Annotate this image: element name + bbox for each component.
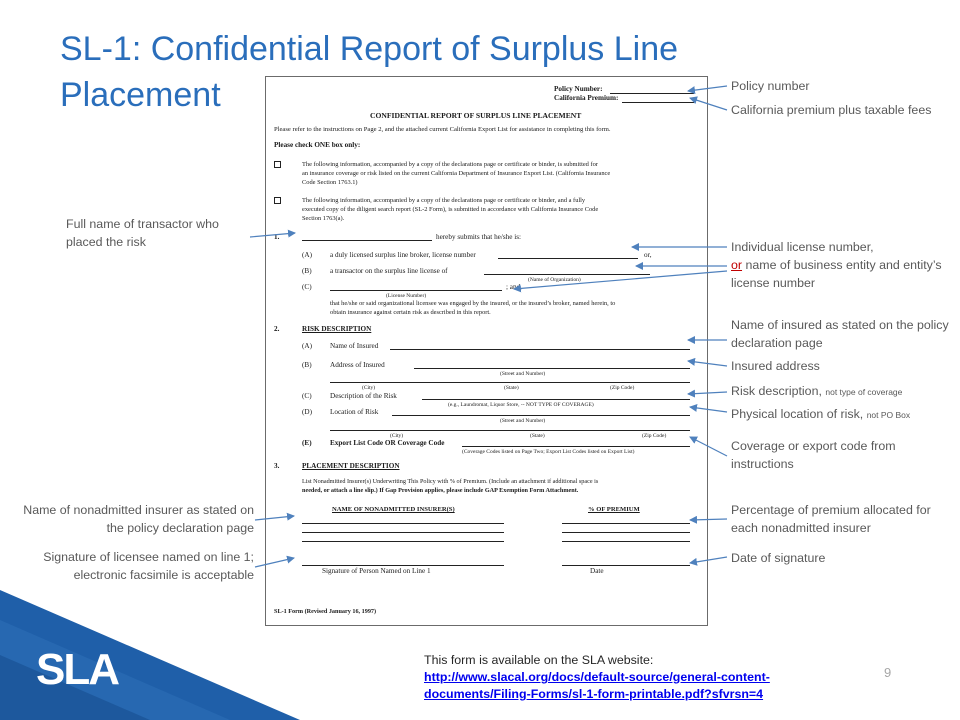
- callout-license: [731, 238, 953, 292]
- form-b-blank: [484, 274, 650, 275]
- callout-date: Date of signature: [731, 551, 826, 565]
- form-a-label: (A): [302, 251, 312, 259]
- form-premium-line-2: [562, 532, 690, 533]
- form-checkbox-2: [274, 197, 281, 204]
- form-r-c-sub: (e.g., Laundromat, Liquor Store, -- NOT TYPE OF COVERAGE): [448, 402, 594, 408]
- footer-note: [424, 652, 854, 703]
- footer-link-line2[interactable]: documents/Filing-Forms/sl-1-form-printable.pdf?sfvrsn=4: [424, 687, 764, 701]
- callout-transactor: Full name of transactor who placed the risk: [66, 217, 219, 249]
- callout-insurer-name: Name of nonadmitted insurer as stated on the policy declaration page: [23, 503, 254, 535]
- form-r-b-zip: (Zip Code): [610, 385, 635, 391]
- form-signature-line: [302, 565, 504, 566]
- callout-insured-name: Name of insured as stated on the policy declaration page: [731, 318, 949, 350]
- callout-risk-location: [731, 405, 957, 424]
- form-heading: CONFIDENTIAL REPORT OF SURPLUS LINE PLACEMENT: [370, 111, 582, 120]
- form-r-d-blank2: [330, 430, 690, 431]
- form-r-d-sub: (Street and Number): [500, 418, 546, 424]
- form-opt2-line2: executed copy of the diligent search report (SL-2 Form), is submitted in accordance with California Insurance Code: [302, 206, 599, 213]
- form-sec2-title: RISK DESCRIPTION: [302, 325, 372, 333]
- form-ca-premium-label: California Premium:: [554, 94, 619, 102]
- form-policy-number-line: [610, 93, 694, 94]
- form-intro: Please refer to the instructions on Page 2, and the attached current California Export List for assistance in completing this form.: [274, 126, 611, 133]
- form-date-line: [562, 565, 690, 566]
- form-date-label: Date: [590, 567, 604, 575]
- callout-license-rest: name of business entity and entity’s license number: [731, 258, 942, 290]
- callout-signature: Signature of licensee named on line 1; electronic facsimile is acceptable: [43, 550, 254, 582]
- form-col-insurer: NAME OF NONADMITTED INSURER(S): [332, 506, 455, 513]
- callout-risk-description-text: Risk description,: [731, 384, 822, 398]
- form-signature-label: Signature of Person Named on Line 1: [322, 567, 431, 575]
- form-r-d-blank: [392, 415, 690, 416]
- form-r-a: Name of Insured: [330, 342, 379, 350]
- callout-policy-number: Policy number: [731, 79, 810, 93]
- callout-risk-location-text: Physical location of risk,: [731, 407, 864, 421]
- form-cert-line2: obtain insurance against certain risk as described in this report.: [330, 309, 491, 316]
- form-opt2-line1: The following information, accompanied by a copy of the declarations page or certificate or binder, and a fully: [302, 197, 586, 204]
- form-premium-line-3: [562, 541, 690, 542]
- callout-license-line2: [731, 256, 953, 292]
- callout-risk-location-note: not PO Box: [866, 410, 911, 420]
- form-r-e-sub: (Coverage Codes listed on Page Two; Export List Codes listed on Export List): [462, 449, 635, 455]
- form-b-text: a transactor on the surplus line license of: [330, 267, 448, 275]
- form-r-e-blank: [462, 446, 690, 447]
- form-c-label: (C): [302, 283, 312, 291]
- form-b-label: (B): [302, 267, 312, 275]
- callout-insured-address: Insured address: [731, 359, 820, 373]
- form-opt1-line1: The following information, accompanied by a copy of the declarations page or certificate or binder, is submitted for: [302, 161, 598, 168]
- form-r-d-zip: (Zip Code): [642, 433, 667, 439]
- form-r-d-city: (City): [390, 433, 404, 439]
- form-r-d: Location of Risk: [330, 408, 379, 416]
- form-r-d-state: (State): [530, 433, 545, 439]
- form-r-c-blank: [422, 399, 690, 400]
- form-insurer-line-3: [302, 541, 504, 542]
- form-revision-footer: SL-1 Form (Revised January 16, 1997): [274, 608, 377, 615]
- form-r-b-city: (City): [362, 385, 376, 391]
- callout-premium-pct: Percentage of premium allocated for each nonadmitted insurer: [731, 503, 931, 535]
- callout-license-line1: Individual license number,: [731, 240, 874, 254]
- form-a-or: or,: [644, 251, 652, 259]
- callout-risk-description-note: not type of coverage: [825, 387, 903, 397]
- form-r-b-blank: [414, 368, 690, 369]
- form-a-text: a duly licensed surplus line broker, license number: [330, 251, 476, 259]
- form-policy-number-label: Policy Number:: [554, 85, 603, 93]
- callout-risk-description: [731, 382, 957, 401]
- form-c-and: ; and,: [506, 283, 522, 291]
- callout-ca-premium: California premium plus taxable fees: [731, 103, 932, 117]
- form-line1-blank: [302, 240, 432, 241]
- form-placement-line1: List Nonadmitted Insurer(s) Underwriting This Policy with % of Premium. (Include an attachment if additional space is: [302, 478, 599, 485]
- form-opt2-line3: Section 1763(a).: [302, 215, 345, 222]
- form-insurer-line-2: [302, 532, 504, 533]
- form-col-premium: % OF PREMIUM: [588, 506, 640, 513]
- form-r-a-blank: [390, 349, 690, 350]
- footer-text: This form is available on the SLA website:: [424, 653, 654, 667]
- form-c-sub: (License Number): [386, 293, 427, 299]
- form-premium-line-1: [562, 523, 690, 524]
- form-r-b-state: (State): [504, 385, 519, 391]
- sl1-form-image: [265, 76, 708, 626]
- sla-logo: [36, 644, 128, 688]
- form-r-b-sub: (Street and Number): [500, 371, 546, 377]
- form-c-blank: [330, 290, 502, 291]
- form-check-one: Please check ONE box only:: [274, 141, 361, 149]
- slide-title: SL-1: Confidential Report of Surplus Line Placement: [60, 30, 679, 114]
- form-r-b: Address of Insured: [330, 361, 385, 369]
- form-cert-line1: that he/she or said organizational licensee was engaged by the insured, or the insured’s broker, named herein, to: [330, 300, 616, 307]
- form-r-b-label: (B): [302, 361, 312, 369]
- form-sec2-number: 2.: [274, 325, 280, 333]
- form-sec3-number: 3.: [274, 462, 280, 470]
- form-r-c: Description of the Risk: [330, 392, 397, 400]
- form-r-d-label: (D): [302, 408, 312, 416]
- form-r-b-blank2: [330, 382, 690, 383]
- form-b-sub: (Name of Organization): [528, 277, 581, 283]
- form-opt1-line2: an insurance coverage or risk listed on the current California Department of Insurance Export List. (California Insurance: [302, 170, 611, 177]
- form-line1-text: hereby submits that he/she is:: [436, 233, 522, 241]
- corner-decoration: [0, 560, 300, 720]
- form-insurer-line-1: [302, 523, 504, 524]
- form-r-a-label: (A): [302, 342, 312, 350]
- callout-license-or: or: [731, 258, 743, 272]
- form-r-e: Export List Code OR Coverage Code: [330, 439, 445, 447]
- form-checkbox-1: [274, 161, 281, 168]
- page-number: 9: [884, 665, 892, 680]
- form-r-e-label: (E): [302, 439, 312, 447]
- form-placement-line2: needed, or attach a line slip.) If Gap Provision applies, please include GAP Exemption Form Attachment.: [302, 487, 579, 494]
- form-sec3-title: PLACEMENT DESCRIPTION: [302, 462, 400, 470]
- form-r-c-label: (C): [302, 392, 312, 400]
- form-ca-premium-line: [622, 102, 694, 103]
- callout-coverage-code: Coverage or export code from instructions: [731, 439, 896, 471]
- form-opt1-line3: Code Section 1763.1): [302, 179, 358, 186]
- form-line1-number: 1.: [274, 233, 280, 241]
- svg-text:SLA: SLA: [36, 645, 118, 688]
- form-a-blank: [498, 258, 638, 259]
- footer-link-line1[interactable]: http://www.slacal.org/docs/default-source/general-content-: [424, 670, 770, 684]
